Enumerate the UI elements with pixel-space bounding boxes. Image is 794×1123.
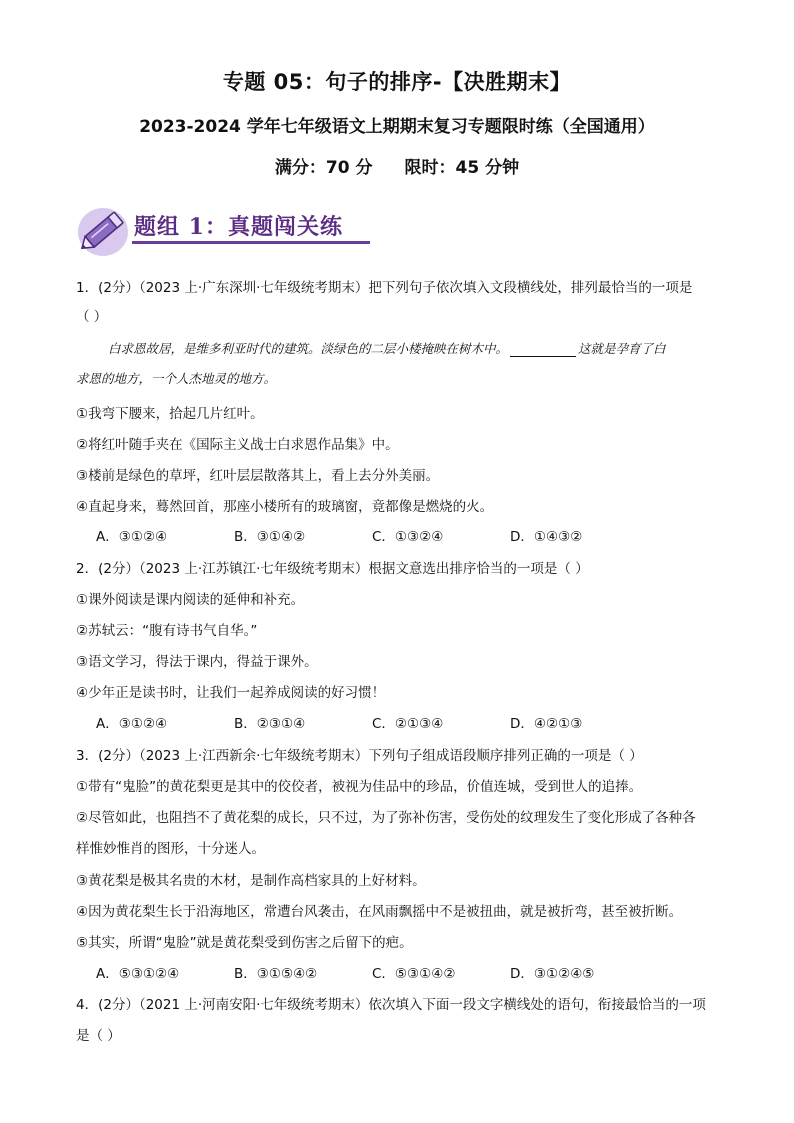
page-title: 专题 05：句子的排序-【决胜期末】	[222, 70, 572, 94]
question-3-item-cont: 样惟妙惟肖的图形，十分迷人。	[76, 841, 265, 857]
option-c: C．⑤③①④②	[372, 966, 456, 982]
option-a: A．⑤③①②④	[96, 966, 180, 982]
option-b: B．②③①④	[234, 716, 306, 732]
question-2-stem: 2．(2分）（2023 上·江苏镇江·七年级统考期末）根据文意选出排序恰当的一项是（ ）	[76, 561, 589, 577]
pencil-icon	[76, 199, 136, 259]
page-subtitle: 2023-2024 学年七年级语文上期期末复习专题限时练（全国通用）	[139, 117, 655, 137]
question-2-item: ②苏轼云：“腹有诗书气自华。”	[76, 623, 258, 639]
question-1-item: ②将红叶随手夹在《国际主义战士白求恩作品集》中。	[76, 437, 399, 453]
question-3-item: ②尽管如此，也阻挡不了黄花梨的成长，只不过，为了弥补伤害，受伤处的纹理发生了变化形成了各种各	[76, 810, 696, 826]
question-2-item: ①课外阅读是课内阅读的延伸和补充。	[76, 592, 305, 608]
option-d: D．③①②④⑤	[510, 966, 595, 982]
option-d: D．①④③②	[510, 529, 583, 545]
question-4-stem: 4．(2分）（2021 上·河南安阳·七年级统考期末）依次填入下面一段文字横线处的语句，衔接最恰当的一项	[76, 997, 706, 1013]
option-b: B．③①⑤④②	[234, 966, 318, 982]
question-4-stem-cont: 是（ ）	[76, 1028, 121, 1044]
option-a: A．③①②④	[96, 529, 168, 545]
question-3-item: ④因为黄花梨生长于沿海地区，常遭台风袭击，在风雨飘摇中不是被扭曲，就是被折弯，甚至被折断。	[76, 904, 683, 920]
question-2-options	[96, 712, 648, 732]
question-1-item: ③楼前是绿色的草坪，红叶层层散落其上，看上去分外美丽。	[76, 468, 440, 484]
full-score: 满分：70 分	[274, 158, 373, 178]
exam-meta	[0, 153, 794, 178]
question-1-options	[96, 525, 648, 545]
option-d: D．④②①③	[510, 716, 583, 732]
question-2-item: ③语文学习，得法于课内，得益于课外。	[76, 654, 318, 670]
section-title: 题组 1：真题闯关练	[134, 214, 343, 240]
section-underline	[132, 241, 370, 244]
question-1-stem-bracket: （ ）	[76, 309, 108, 325]
fill-blank	[510, 342, 576, 357]
time-limit: 限时：45 分钟	[404, 158, 520, 178]
question-2-item: ④少年正是读书时，让我们一起养成阅读的好习惯！	[76, 685, 386, 701]
option-c: C．②①③④	[372, 716, 444, 732]
question-3-item: ③黄花梨是极其名贵的木材，是制作高档家具的上好材料。	[76, 873, 426, 889]
question-1-passage: 白求恩故居，是维多利亚时代的建筑。淡绿色的二层小楼掩映在树木中。 这就是孕育了白	[108, 341, 666, 356]
question-3-options	[96, 962, 648, 982]
question-1-stem: 1．(2分）（2023 上·广东深圳·七年级统考期末）把下列句子依次填入文段横线处，排列最恰当的一项是	[76, 280, 693, 296]
question-1-item: ①我弯下腰来，拾起几片红叶。	[76, 406, 264, 422]
question-1-item: ④直起身来，蓦然回首，那座小楼所有的玻璃窗，竟都像是燃烧的火。	[76, 499, 494, 515]
question-3-item: ①带有“鬼脸”的黄花梨更是其中的佼佼者，被视为佳品中的珍品，价值连城，受到世人的追捧。	[76, 779, 643, 795]
question-3-stem: 3．(2分）（2023 上·江西新余·七年级统考期末）下列句子组成语段顺序排列正确的一项是（ ）	[76, 748, 643, 764]
question-3-item: ⑤其实，所谓“鬼脸”就是黄花梨受到伤害之后留下的疤。	[76, 935, 413, 951]
option-c: C．①③②④	[372, 529, 444, 545]
option-b: B．③①④②	[234, 529, 306, 545]
section-header	[76, 199, 376, 259]
question-1-passage-cont: 求恩的地方，一个人杰地灵的地方。	[76, 371, 277, 386]
option-a: A．③①②④	[96, 716, 168, 732]
